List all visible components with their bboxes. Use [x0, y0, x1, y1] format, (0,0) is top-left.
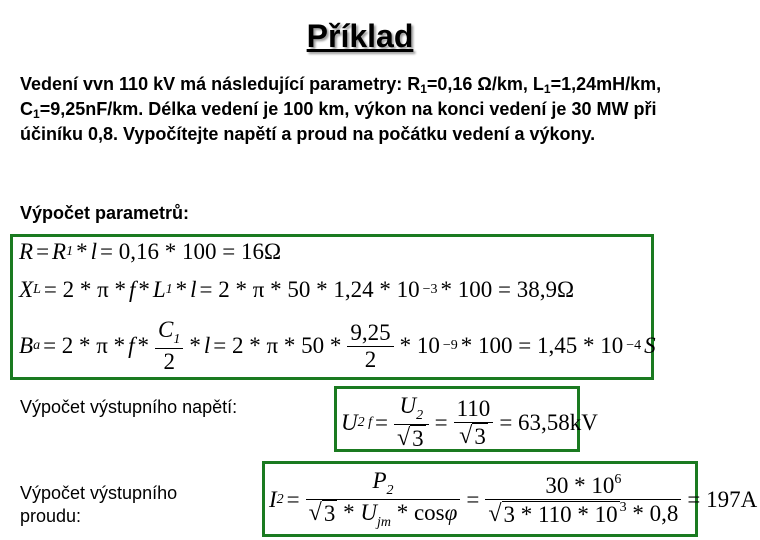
reactance-formula: X L = 2 * π * f * L 1 * l = 2 * π * 50 * 1,24 * 10 −3 * 100 = 38,9Ω [19, 277, 575, 302]
parameters-formula-box [10, 234, 654, 380]
susceptance-formula: B a = 2 * π * f * $\frac{C_1}{2}$ * l = 2 * π * 50 * $\frac{9,25}{2}$ * 10 −9 * 100 = 1,45 * 10 −4 S [19, 317, 656, 374]
voltage-heading: Výpočet výstupního napětí: [20, 397, 238, 417]
current-heading: Výpočet výstupního proudu: [20, 483, 178, 526]
voltage-formula-box [334, 386, 598, 452]
voltage-formula: U 2 f = $U_2$ √ 3 = 110 √ 3 = 63,58kV [341, 393, 598, 451]
problem-statement: Vedení vvn 110 kV má následující parametry: $R_1=0,16$ Ω/km, $L_1=1,24mH/km$, $C_1=9,25nF/km$. Délka vedení je 100 km, výkon na konci vedení je 30 MW při účiníku 0,8. Vypočítejte napětí a proud na počátku vedení a výkony. [20, 74, 662, 144]
current-formula: I 2 = $P_2$ √ 3 * $U_{jm}$ * cosφ = $30 * 10^6$ √ 3 * 110 * 10 $^3$ * 0,8 = 197A [269, 468, 758, 530]
resistance-formula: R = R 1 * l = 0,16 * 100 = 16Ω [19, 239, 282, 264]
parameters-heading: Výpočet parametrů: [20, 203, 190, 223]
page-title: Příklad [306, 18, 414, 54]
current-formula-box [262, 461, 758, 537]
